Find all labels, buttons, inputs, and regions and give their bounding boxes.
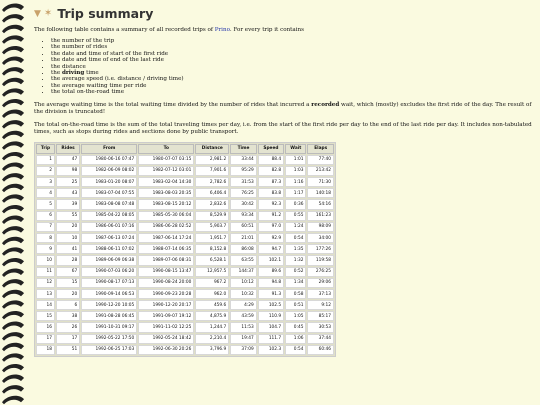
column-header: Speed <box>258 144 284 154</box>
table-cell: 4:29 <box>230 300 256 310</box>
intro-text-after: . For every trip it contains <box>229 27 305 33</box>
page-title: Trip summary <box>57 6 154 21</box>
binding-ring <box>2 88 24 96</box>
table-cell: 54:16 <box>307 199 334 209</box>
table-cell: 1983-08-03 20:35 <box>138 188 194 198</box>
table-cell: 95:29 <box>230 166 256 176</box>
table-cell: 41 <box>56 244 80 254</box>
collapse-triangle-icon[interactable]: ▼ <box>34 8 41 19</box>
list-item: • the average speed (i.e. distance / driving time) <box>51 76 534 82</box>
table-cell: 1983-01-20 08:07 <box>81 177 137 187</box>
table-cell: 47 <box>56 155 80 165</box>
table-row <box>36 233 334 243</box>
table-cell: 1980-07-07 03:15 <box>138 155 194 165</box>
table-cell: 1992-06-30 20:26 <box>138 345 194 355</box>
binding-ring <box>2 163 24 171</box>
table-cell: 31:53 <box>230 177 256 187</box>
table-cell: 37:09 <box>230 345 256 355</box>
wait-paragraph <box>34 102 534 116</box>
table-cell: 39 <box>56 199 80 209</box>
table-cell: 962.0 <box>195 289 229 299</box>
table-cell: 1:35 <box>285 244 306 254</box>
list-item: • the total on-the-road time <box>51 89 534 95</box>
road-paragraph: The total on-the-road time is the sum of the total traveling times per day, i.e. from the start of the first ride per day to the end of the last ride per day. It includes non-tabulated times, such as stops during rides and sections done by public transport. <box>34 121 532 135</box>
table-cell: 60:46 <box>307 345 334 355</box>
table-row <box>36 244 334 254</box>
table-cell: 37:44 <box>307 334 334 344</box>
table-cell: 17 <box>56 334 80 344</box>
table-cell: 28 <box>56 255 80 265</box>
binding-ring <box>2 131 24 139</box>
binding-ring <box>2 99 24 107</box>
table-cell: 144:37 <box>230 267 256 277</box>
table-cell: 12,957.5 <box>195 267 229 277</box>
binding-ring <box>2 269 24 277</box>
wait-text-before: The average waiting time is the total waiting time divided by the number of rides that incurred a <box>34 101 312 108</box>
list-item: • the date and time of end of the last ride <box>51 57 534 63</box>
column-header: From <box>81 144 137 154</box>
binding-ring <box>2 141 24 149</box>
binding-ring <box>2 226 24 234</box>
table-row <box>36 222 334 232</box>
table-cell: 1991-10-31 09:17 <box>81 322 137 332</box>
table-cell: 1985-05-30 06:04 <box>138 211 194 221</box>
table-row <box>36 278 334 288</box>
table-cell: 1983-07-04 07:55 <box>81 188 137 198</box>
table-cell: 5 <box>36 199 55 209</box>
table-cell: 10:12 <box>230 278 256 288</box>
table-cell: 15 <box>36 311 55 321</box>
table-cell: 43 <box>56 188 80 198</box>
table-cell: 1983-02-04 14:30 <box>138 177 194 187</box>
table-cell: 1:03 <box>285 166 306 176</box>
table-cell: 83.8 <box>258 188 284 198</box>
table-cell: 71:30 <box>307 177 334 187</box>
page-heading <box>34 6 534 21</box>
spiral-binding <box>0 0 30 405</box>
column-header: Time <box>230 144 256 154</box>
table-cell: 102.5 <box>258 300 284 310</box>
binding-ring <box>2 364 24 372</box>
table-cell: 1,244.7 <box>195 322 229 332</box>
table-cell: 55 <box>56 211 80 221</box>
table-cell: 63:55 <box>230 255 256 265</box>
table-cell: 2,981.2 <box>195 155 229 165</box>
list-item-bold: driving <box>61 70 85 77</box>
table-cell: 13 <box>36 289 55 299</box>
wait-text-after: wait, which (mostly) excludes the first ride of the day. The result of the division is truncated! <box>34 101 532 115</box>
table-cell: 30:42 <box>230 199 256 209</box>
intro-paragraph <box>34 27 534 34</box>
table-cell: 10:32 <box>230 289 256 299</box>
table-cell: 97.0 <box>258 222 284 232</box>
table-cell: 1990-08-15 13:47 <box>138 267 194 277</box>
table-cell: 459.6 <box>195 300 229 310</box>
table-cell: 104.7 <box>258 322 284 332</box>
binding-ring <box>2 290 24 298</box>
table-cell: 92.9 <box>258 233 284 243</box>
table-cell: 1990-12-20 20:17 <box>138 300 194 310</box>
table-cell: 33:44 <box>230 155 256 165</box>
table-row <box>36 300 334 310</box>
table-row <box>36 311 334 321</box>
binding-ring <box>2 35 24 43</box>
star-icon: ✶ <box>43 8 53 19</box>
table-cell: 4 <box>36 188 55 198</box>
table-cell: 2 <box>36 166 55 176</box>
column-header: Rides <box>56 144 80 154</box>
table-cell: 102.3 <box>258 345 284 355</box>
table-cell: 177:26 <box>307 244 334 254</box>
binding-ring <box>2 396 24 404</box>
table-row <box>36 211 334 221</box>
table-cell: 2,210.4 <box>195 334 229 344</box>
table-cell: 1991-09-07 19:12 <box>138 311 194 321</box>
table-cell: 0:45 <box>285 322 306 332</box>
table-cell: 9:12 <box>307 300 334 310</box>
binding-ring <box>2 46 24 54</box>
table-cell: 17 <box>36 334 55 344</box>
table-cell: 3,796.9 <box>195 345 229 355</box>
table-cell: 98:09 <box>307 222 334 232</box>
binding-ring <box>2 78 24 86</box>
table-cell: 8 <box>36 233 55 243</box>
table-cell: 14 <box>36 300 55 310</box>
table-cell: 0:55 <box>285 211 306 221</box>
table-cell: 1990-08-17 07:13 <box>81 278 137 288</box>
list-item: • the number of rides <box>51 44 534 50</box>
table-cell: 0:51 <box>285 300 306 310</box>
binding-ring <box>2 110 24 118</box>
table-cell: 34:00 <box>307 233 334 243</box>
table-cell: 2,832.6 <box>195 199 229 209</box>
table-cell: 51 <box>56 345 80 355</box>
table-cell: 1987-06-13 07:24 <box>81 233 137 243</box>
table-row <box>36 177 334 187</box>
table-cell: 89.6 <box>258 267 284 277</box>
table-cell: 11:53 <box>230 322 256 332</box>
binding-ring <box>2 322 24 330</box>
table-cell: 110.9 <box>258 311 284 321</box>
binding-ring <box>2 332 24 340</box>
binding-ring <box>2 67 24 75</box>
table-cell: 6 <box>56 300 80 310</box>
binding-ring <box>2 57 24 65</box>
table-cell: 1982-07-12 03:01 <box>138 166 194 176</box>
table-cell: 1:06 <box>285 334 306 344</box>
table-cell: 213:42 <box>307 166 334 176</box>
column-header: To <box>138 144 194 154</box>
table-cell: 102.1 <box>258 255 284 265</box>
table-cell: 26 <box>56 322 80 332</box>
column-header: Distance <box>195 144 229 154</box>
table-cell: 91.2 <box>258 211 284 221</box>
binding-ring <box>2 237 24 245</box>
binding-ring <box>2 279 24 287</box>
column-header: Trip <box>36 144 55 154</box>
table-cell: 1986-06-01 07:16 <box>81 222 137 232</box>
table-cell: 276:25 <box>307 267 334 277</box>
table-cell: 119:58 <box>307 255 334 265</box>
table-cell: 11 <box>36 267 55 277</box>
table-row <box>36 267 334 277</box>
table-cell: 1:24 <box>285 222 306 232</box>
binding-ring <box>2 14 24 22</box>
table-cell: 4,875.9 <box>195 311 229 321</box>
table-row <box>36 255 334 265</box>
table-cell: 20 <box>56 222 80 232</box>
table-cell: 18 <box>36 345 55 355</box>
table-cell: 8,152.8 <box>195 244 229 254</box>
main-content <box>34 6 534 357</box>
table-cell: 1980-06-16 07:47 <box>81 155 137 165</box>
binding-ring <box>2 258 24 266</box>
table-cell: 77:40 <box>307 155 334 165</box>
table-cell: 1:16 <box>285 177 306 187</box>
table-cell: 94.8 <box>258 278 284 288</box>
table-cell: 37:13 <box>307 289 334 299</box>
table-cell: 21:01 <box>230 233 256 243</box>
table-cell: 1982-06-09 08:02 <box>81 166 137 176</box>
table-cell: 6,528.1 <box>195 255 229 265</box>
list-item: • the number of the trip <box>51 38 534 44</box>
table-row <box>36 289 334 299</box>
table-cell: 1990-12-20 10:05 <box>81 300 137 310</box>
binding-ring <box>2 4 24 12</box>
binding-ring <box>2 173 24 181</box>
binding-ring <box>2 247 24 255</box>
list-item-text: time <box>84 70 99 77</box>
table-cell: 93:34 <box>230 211 256 221</box>
table-cell: 1991-08-28 06:45 <box>81 311 137 321</box>
column-header: Elaps <box>307 144 334 154</box>
table-cell: 98 <box>56 166 80 176</box>
table-cell: 1:01 <box>285 155 306 165</box>
table-row <box>36 345 334 355</box>
table-row <box>36 322 334 332</box>
table-cell: 0:54 <box>285 345 306 355</box>
table-cell: 38 <box>56 311 80 321</box>
table-cell: 1:34 <box>285 278 306 288</box>
table-cell: 1991-11-02 12:25 <box>138 322 194 332</box>
binding-ring <box>2 385 24 393</box>
binding-ring <box>2 300 24 308</box>
binding-ring <box>2 353 24 361</box>
table-cell: 0:52 <box>285 267 306 277</box>
table-row <box>36 155 334 165</box>
table-cell: 67 <box>56 267 80 277</box>
table-cell: 92.3 <box>258 199 284 209</box>
table-cell: 15 <box>56 278 80 288</box>
table-cell: 1988-07-14 06:35 <box>138 244 194 254</box>
table-row <box>36 188 334 198</box>
table-cell: 0:36 <box>285 199 306 209</box>
table-cell: 43:59 <box>230 311 256 321</box>
table-cell: 1987-06-14 17:24 <box>138 233 194 243</box>
table-row <box>36 199 334 209</box>
list-item-text: the <box>51 70 62 77</box>
table-cell: 1992-06-25 17:03 <box>81 345 137 355</box>
field-list <box>34 38 534 96</box>
table-cell: 1:05 <box>285 311 306 321</box>
table-cell: 8,529.9 <box>195 211 229 221</box>
table-cell: 1:17 <box>285 188 306 198</box>
table-cell: 1,951.7 <box>195 233 229 243</box>
table-cell: 76:25 <box>230 188 256 198</box>
column-header: Wait <box>285 144 306 154</box>
table-cell: 967.2 <box>195 278 229 288</box>
table-cell: 86:08 <box>230 244 256 254</box>
intro-text-before: The following table contains a summary of all recorded trips of <box>34 27 215 33</box>
table-cell: 111.7 <box>258 334 284 344</box>
table-cell: 88.4 <box>258 155 284 165</box>
table-header-row <box>36 144 334 154</box>
table-cell: 16 <box>36 322 55 332</box>
table-cell: 87.3 <box>258 177 284 187</box>
table-cell: 3 <box>36 177 55 187</box>
table-cell: 19:47 <box>230 334 256 344</box>
list-item: • the average waiting time per ride <box>51 83 534 89</box>
table-cell: 1992-05-22 17:50 <box>81 334 137 344</box>
binding-ring <box>2 343 24 351</box>
table-cell: 7,901.6 <box>195 166 229 176</box>
table-cell: 85:17 <box>307 311 334 321</box>
table-cell: 2,782.6 <box>195 177 229 187</box>
table-cell: 1989-06-09 06:38 <box>81 255 137 265</box>
table-cell: 1992-05-24 18:42 <box>138 334 194 344</box>
table-cell: 60:51 <box>230 222 256 232</box>
table-cell: 1990-07-03 06:20 <box>81 267 137 277</box>
binding-ring <box>2 311 24 319</box>
table-cell: 12 <box>36 278 55 288</box>
table-cell: 1 <box>36 155 55 165</box>
table-cell: 5,903.7 <box>195 222 229 232</box>
binding-ring <box>2 194 24 202</box>
table-cell: 91.3 <box>258 289 284 299</box>
table-cell: 1983-08-08 07:48 <box>81 199 137 209</box>
table-cell: 30:53 <box>307 322 334 332</box>
table-row <box>36 334 334 344</box>
table-cell: 1988-06-11 07:02 <box>81 244 137 254</box>
table-cell: 20 <box>56 289 80 299</box>
table-cell: 82.8 <box>258 166 284 176</box>
table-cell: 161:23 <box>307 211 334 221</box>
table-cell: 1985-04-22 08:05 <box>81 211 137 221</box>
table-cell: 29:06 <box>307 278 334 288</box>
table-cell: 7 <box>36 222 55 232</box>
binding-ring <box>2 120 24 128</box>
wait-text-bold: recorded <box>311 101 340 108</box>
binding-ring <box>2 184 24 192</box>
binding-ring <box>2 216 24 224</box>
table-cell: 10 <box>36 255 55 265</box>
table-cell: 1990-08-24 20:00 <box>138 278 194 288</box>
binding-ring <box>2 205 24 213</box>
binding-ring <box>2 152 24 160</box>
table-cell: 1:32 <box>285 255 306 265</box>
table-row <box>36 166 334 176</box>
list-item: • the date and time of start of the first ride <box>51 51 534 57</box>
binding-ring <box>2 375 24 383</box>
table-cell: 0:54 <box>285 233 306 243</box>
table-cell: 0:58 <box>285 289 306 299</box>
table-cell: 1989-07-06 08:31 <box>138 255 194 265</box>
list-item: • the distance <box>51 64 534 70</box>
table-cell: 140:18 <box>307 188 334 198</box>
trip-table <box>34 142 336 357</box>
table-cell: 6,406.4 <box>195 188 229 198</box>
table-body <box>36 155 334 355</box>
table-cell: 25 <box>56 177 80 187</box>
table-cell: 94.7 <box>258 244 284 254</box>
table-cell: 1986-06-28 02:52 <box>138 222 194 232</box>
table-cell: 1990-09-23 20:28 <box>138 289 194 299</box>
prino-link[interactable]: Prino <box>214 27 230 33</box>
binding-ring <box>2 25 24 33</box>
table-cell: 10 <box>56 233 80 243</box>
table-cell: 1990-09-14 06:53 <box>81 289 137 299</box>
table-cell: 9 <box>36 244 55 254</box>
table-cell: 1983-08-15 20:12 <box>138 199 194 209</box>
table-cell: 6 <box>36 211 55 221</box>
